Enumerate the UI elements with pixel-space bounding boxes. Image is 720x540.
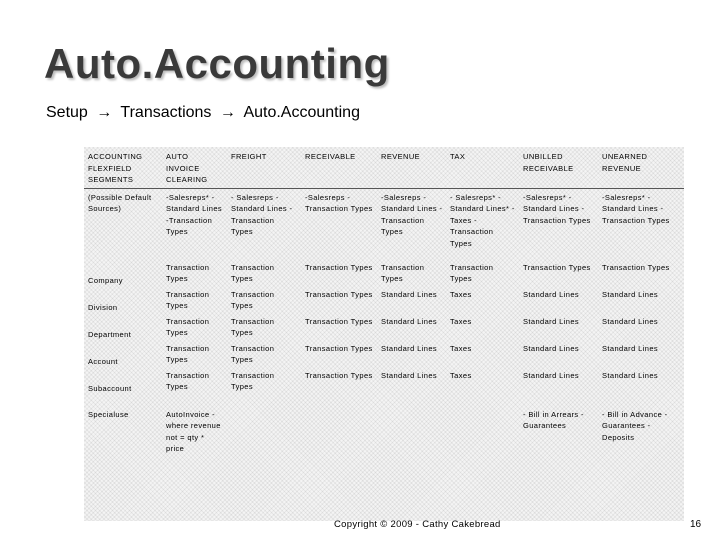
segment-label: Subaccount (88, 384, 132, 393)
table-cell: Transaction Types (231, 370, 275, 391)
table-cell: - Bill in Arrears - Guarantees (523, 409, 584, 430)
header-cell: UNEARNED REVENUE (598, 147, 684, 188)
breadcrumb-transactions: Transactions (120, 104, 212, 121)
table-cell: (Possible Default Sources) (88, 192, 152, 213)
table-cell: Standard Lines (523, 343, 580, 353)
table-cell: Transaction Types (381, 262, 425, 283)
table-cell: Transaction Types (602, 262, 670, 272)
table-cell: Transaction Types (450, 262, 494, 283)
header-cell: TAX (446, 147, 519, 188)
table-cell: Transaction Types (305, 370, 373, 380)
table-row (84, 260, 684, 287)
table-cell: Standard Lines (602, 343, 659, 353)
segment-label: Specialuse (88, 409, 129, 419)
table-cell: Standard Lines (381, 370, 438, 380)
table-cell (227, 395, 301, 481)
table-cell: Standard Lines (602, 289, 659, 299)
table-cell: Taxes (450, 316, 472, 326)
table-cell: -Salesreps* - Standard Lines -Transaction Types (166, 192, 223, 236)
header-cell: UNBILLED RECEIVABLE (519, 147, 598, 188)
table-cell: Taxes (450, 343, 472, 353)
table-cell: Standard Lines (381, 343, 438, 353)
header-cell: AUTO INVOICE CLEARING (162, 147, 227, 188)
segment-label: Division (88, 303, 118, 312)
table-cell: Transaction Types (231, 343, 275, 364)
table-cell: Transaction Types (231, 316, 275, 337)
table-row (84, 341, 684, 368)
table-row (84, 314, 684, 341)
table-cell: -Salesreps* -Standard Lines -Transaction Types (523, 192, 591, 225)
autoaccounting-grid (84, 147, 684, 481)
sources-row (84, 188, 684, 260)
copyright-footer: Copyright © 2009 - Cathy Cakebread (334, 519, 501, 530)
table-cell: Transaction Types (305, 262, 373, 272)
table-cell: AutoInvoice - where revenue not = qty * price (166, 409, 221, 453)
table-cell: Transaction Types (305, 316, 373, 326)
table-cell: - Salesreps - Standard Lines -Transaction Types (231, 192, 293, 236)
table-cell: Transaction Types (166, 316, 210, 337)
table-cell: Standard Lines (523, 316, 580, 326)
segment-label: Department (88, 330, 132, 339)
table-cell: Transaction Types (305, 289, 373, 299)
segment-label: Account (88, 357, 118, 366)
table-cell: Taxes (450, 289, 472, 299)
page-number: 16 (690, 519, 702, 530)
table-row (84, 368, 684, 395)
table-cell: Taxes (450, 370, 472, 380)
table-cell: Transaction Types (166, 289, 210, 310)
table-cell: - Salesreps* - Standard Lines* - Taxes -Transaction Types (450, 192, 515, 248)
breadcrumb-setup: Setup (46, 104, 88, 121)
segment-label: Company (88, 276, 123, 285)
header-cell: FREIGHT (227, 147, 301, 188)
table-cell: - Bill in Advance - Guarantees - Deposits (602, 409, 668, 442)
table-cell: Standard Lines (381, 289, 438, 299)
table-cell: Standard Lines (523, 370, 580, 380)
table-cell: Standard Lines (381, 316, 438, 326)
slide-title: Auto.Accounting (44, 40, 390, 87)
arrow-right-icon: → (96, 104, 113, 121)
table-cell (446, 395, 519, 481)
table-cell: -Salesreps -Standard Lines -Transaction Types (381, 192, 443, 236)
table-cell: Transaction Types (166, 370, 210, 391)
specialuse-row (84, 395, 684, 481)
table-cell: Transaction Types (231, 289, 275, 310)
table-cell (301, 395, 377, 481)
table-cell: Transaction Types (166, 262, 210, 283)
breadcrumb-autoaccounting: Auto.Accounting (243, 104, 360, 121)
header-cell: ACCOUNTING FLEXFIELD SEGMENTS (84, 147, 162, 188)
breadcrumb (46, 104, 360, 122)
table-cell: -Salesreps -Transaction Types (305, 192, 373, 213)
arrow-right-icon: → (219, 104, 236, 121)
table-cell: Transaction Types (231, 262, 275, 283)
table-cell: Standard Lines (602, 316, 659, 326)
header-cell: RECEIVABLE (301, 147, 377, 188)
header-cell: REVENUE (377, 147, 446, 188)
table-cell: Transaction Types (166, 343, 210, 364)
header-row (84, 147, 684, 188)
table-cell (377, 395, 446, 481)
table-cell: Transaction Types (305, 343, 373, 353)
table-cell: -Salesreps* -Standard Lines -Transaction Types (602, 192, 670, 225)
table-cell: Standard Lines (523, 289, 580, 299)
table-cell: Standard Lines (602, 370, 659, 380)
table-row (84, 287, 684, 314)
table-cell: Transaction Types (523, 262, 591, 272)
autoaccounting-table (84, 147, 684, 521)
